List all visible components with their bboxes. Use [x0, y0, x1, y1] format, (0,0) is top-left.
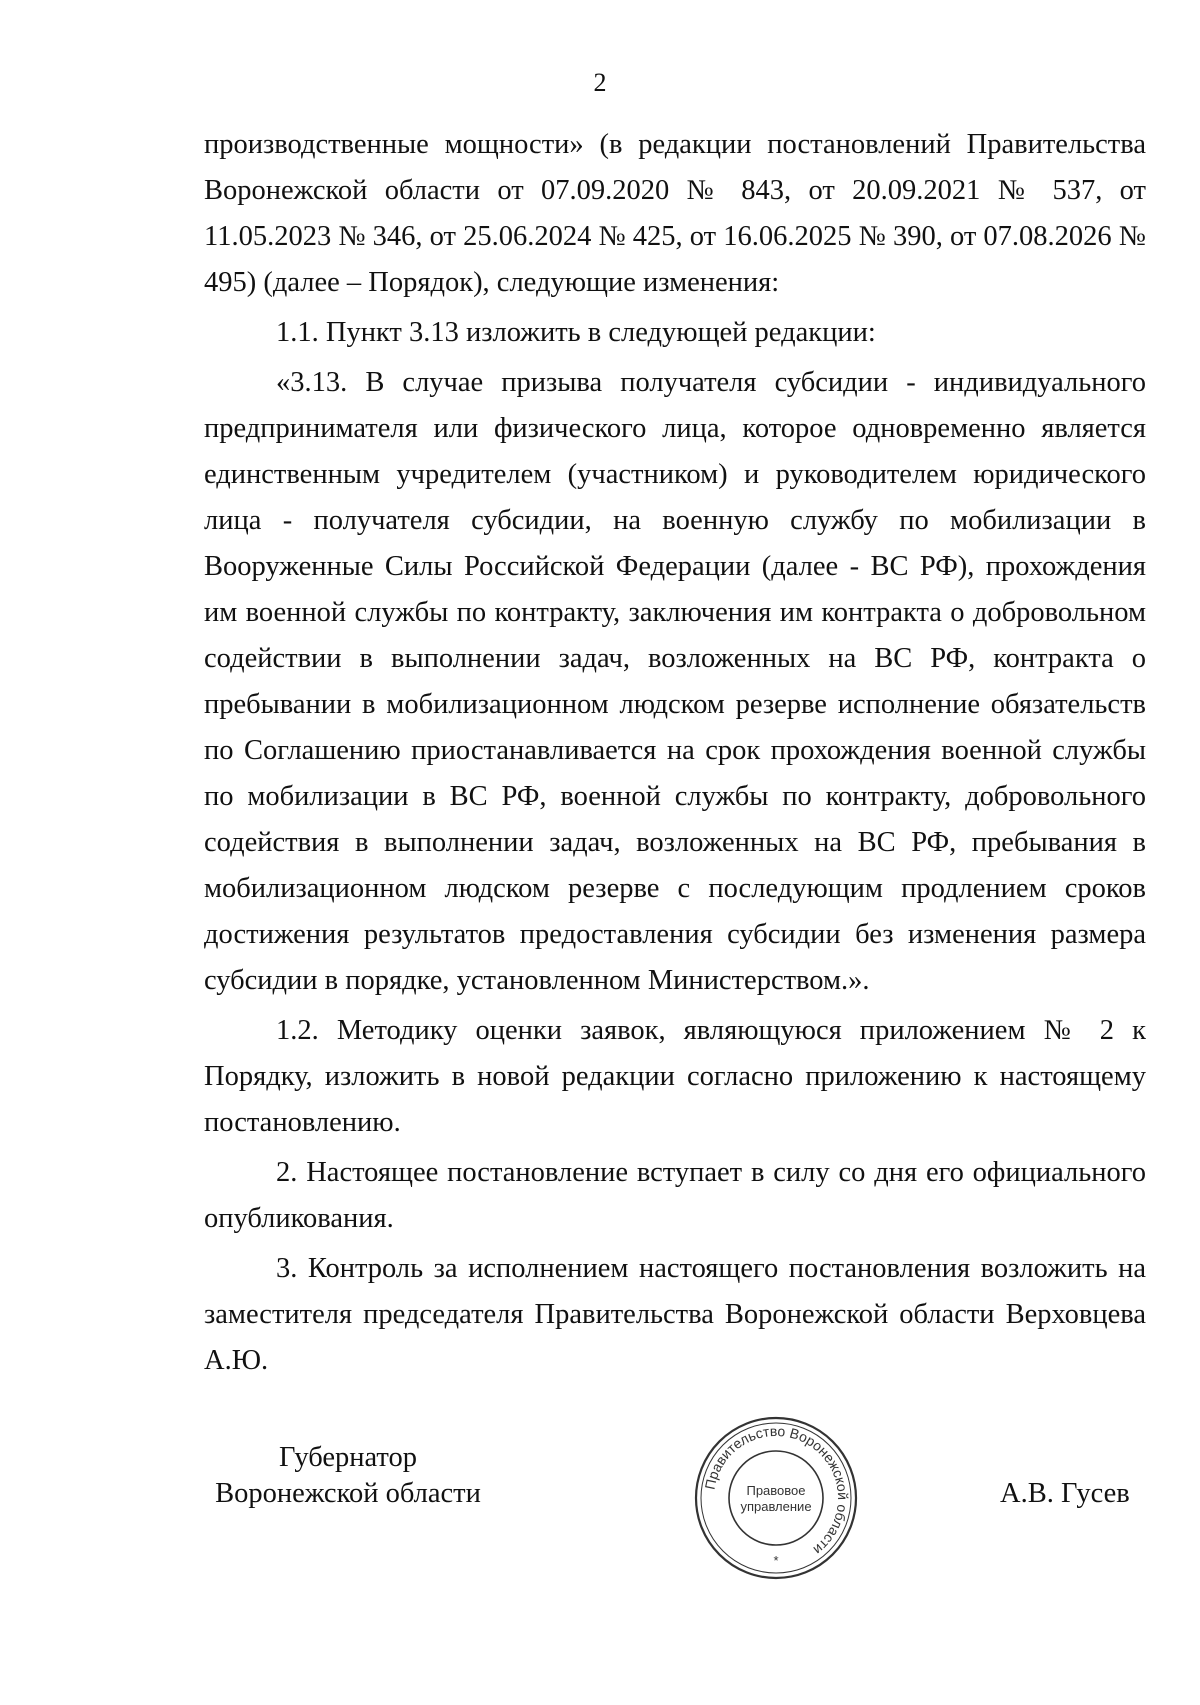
- seal-graphic: [691, 1413, 861, 1583]
- paragraph-preamble-continuation: производственные мощности» (в редакции постановлений Правительства Воронежской области от 07.09.2020 № 843, от 20.09.2021 № 537, от 11.05.2023 № 346, от 25.06.2024 № 425, от 16.06.2025 № 390, от 07.08.2026 № 495) (далее – Порядок), следующие изменения:: [204, 129, 1146, 298]
- paragraph-item-2: 2. Настоящее постановление вступает в силу со дня его официального опубликования.: [204, 1157, 1146, 1234]
- paragraph-item-1-2: 1.2. Методику оценки заявок, являющуюся приложением № 2 к Порядку, изложить в новой редакции согласно приложению к настоящему постановлению.: [204, 1015, 1146, 1138]
- official-seal: [691, 1413, 861, 1583]
- signatory-role-line1: Губернатор: [278, 1442, 418, 1473]
- paragraph-clause-3-13: «3.13. В случае призыва получателя субсидии - индивидуального предпринимателя или физического лица, которое одновременно является единственным учредителем (участником) и руководителем юридического лица - получателя субсидии, на военную службу по мобилизации в Вооруженные Силы Российской Федерации (далее - ВС РФ), прохождения им военной службы по контракту, заключения им контракта о добровольном содействии в выполнении задач, возложенных на ВС РФ, контракта о пребывании в мобилизационном людском резерве исполнение обязательств по Соглашению приостанавливается на срок прохождения военной службы по мобилизации в ВС РФ, военной службы по контракту, добровольного содействия в выполнении задач, возложенных на ВС РФ, пребывания в мобилизационном людском резерве с последующим продлением сроков достижения результатов предоставления субсидии без изменения размера субсидии в порядке, установленном Министерством.».: [204, 367, 1146, 996]
- document-body: [204, 122, 1146, 1384]
- signatory-role-line2: Воронежской области: [215, 1478, 481, 1509]
- seal-outer-text: Правительство Воронежской области: [701, 1422, 852, 1559]
- page-number: 2: [593, 68, 607, 97]
- seal-inner-line1: Правовое: [746, 1483, 806, 1498]
- seal-inner-line2: управление: [740, 1499, 812, 1514]
- signatory-role: [208, 1440, 488, 1512]
- seal-star: *: [773, 1553, 779, 1568]
- signatory-name: А.В. Гусев: [1000, 1478, 1130, 1509]
- paragraph-item-3: 3. Контроль за исполнением настоящего постановления возложить на заместителя председателя Правительства Воронежской области Верховцева А.Ю.: [204, 1253, 1146, 1376]
- paragraph-item-1-1: 1.1. Пункт 3.13 изложить в следующей редакции:: [276, 317, 876, 348]
- signature-block: [0, 1422, 1200, 1660]
